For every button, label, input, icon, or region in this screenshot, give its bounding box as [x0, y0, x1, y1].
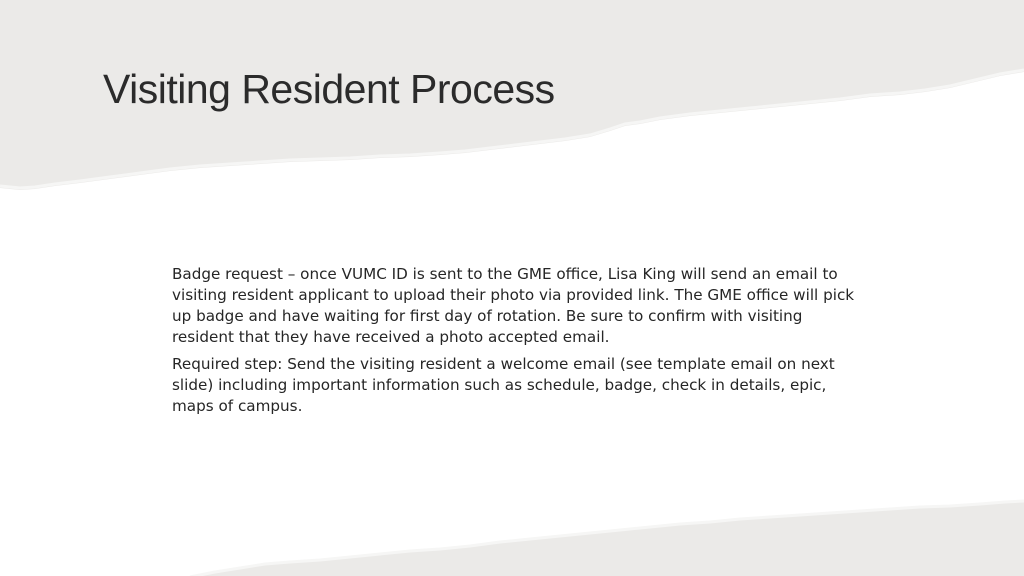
- slide-title: Visiting Resident Process: [103, 66, 555, 112]
- bottom-torn-band: [190, 500, 1024, 576]
- paragraph-required-step: Required step: Send the visiting resident a welcome email (see template email on next slide) including important information such as schedule, badge, check in details, epic, maps of campus.: [172, 355, 835, 415]
- slide-body: [172, 264, 862, 423]
- paragraph-badge-request: Badge request – once VUMC ID is sent to the GME office, Lisa King will send an email to visiting resident applicant to upload their photo via provided link. The GME office will pick up badge and have waiting for first day of rotation. Be sure to confirm with visiting resident that they have received a photo accepted email.: [172, 265, 855, 346]
